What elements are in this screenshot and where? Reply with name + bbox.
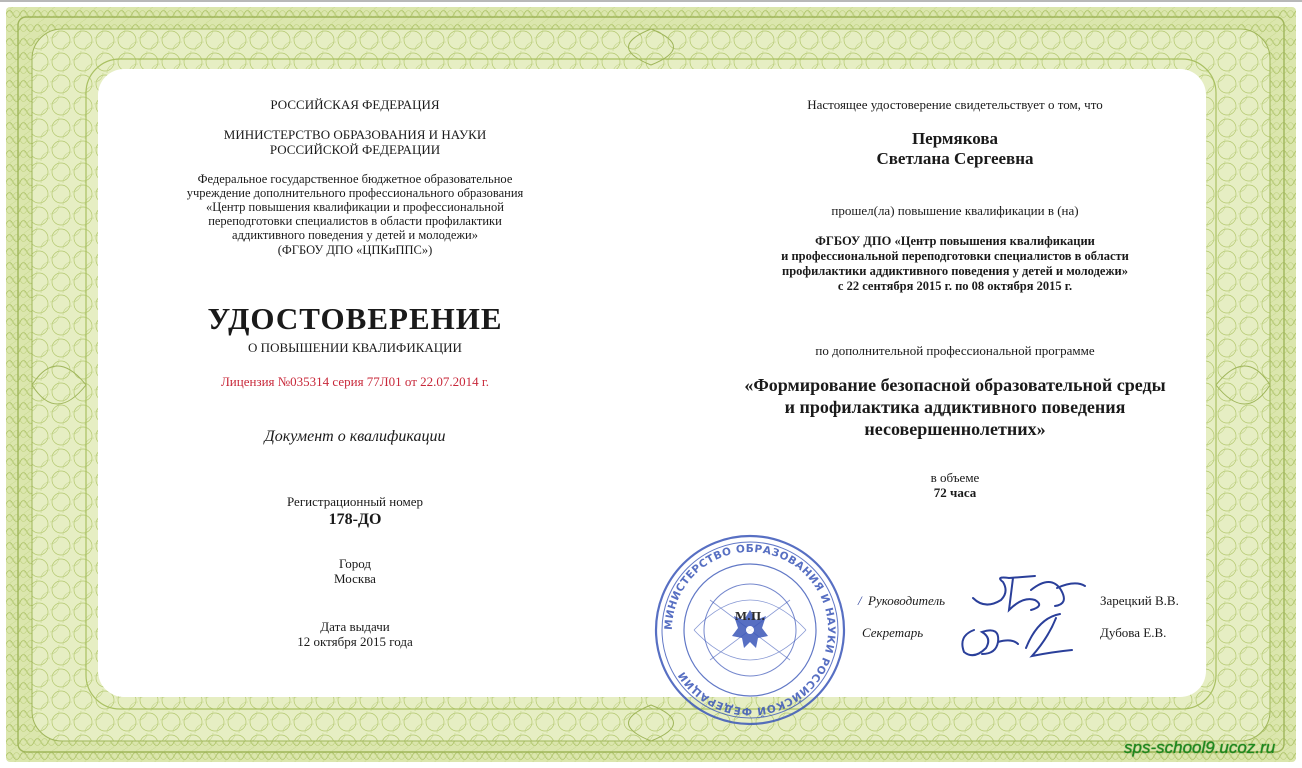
- program-label: по дополнительной профессиональной программе: [815, 343, 1095, 358]
- ministry-line-2: РОССИЙСКОЙ ФЕДЕРАЦИИ: [269, 142, 441, 157]
- volume-value: 72 часа: [933, 485, 977, 500]
- institution-line-1: ФГБОУ ДПО «Центр повышения квалификации: [815, 234, 1095, 248]
- secretary-label: Секретарь: [862, 625, 924, 640]
- ministry-line-1: МИНИСТЕРСТВО ОБРАЗОВАНИЯ И НАУКИ: [223, 127, 487, 142]
- top-rule: [0, 0, 1302, 2]
- program-line-1: «Формирование безопасной образовательной среды: [744, 375, 1166, 395]
- org-line-2: учреждение дополнительного профессионального образования: [186, 186, 524, 200]
- watermark: sps-school9.ucoz.ru: [1124, 738, 1276, 757]
- reg-number-label: Регистрационный номер: [287, 494, 423, 509]
- document-type: Документ о квалификации: [264, 428, 446, 445]
- org-line-6: (ФГБОУ ДПО «ЦПКиППС»): [277, 243, 433, 257]
- city-value: Москва: [334, 571, 376, 586]
- org-line-3: «Центр повышения квалификации и профессиональной: [206, 200, 504, 214]
- issue-date-label: Дата выдачи: [320, 619, 390, 634]
- org-line-1: Федеральное государственное бюджетное образовательное: [197, 172, 513, 186]
- surname: Пермякова: [911, 129, 999, 148]
- secretary-name: Дубова Е.В.: [1100, 625, 1167, 640]
- org-line-4: переподготовки специалистов в области профилактики: [208, 214, 502, 228]
- volume-label: в объеме: [930, 470, 980, 485]
- head-name: Зарецкий В.В.: [1100, 593, 1179, 608]
- reg-number: 178-ДО: [328, 511, 382, 528]
- document-title: УДОСТОВЕРЕНИЕ: [207, 301, 503, 336]
- institution-line-3: профилактики аддиктивного поведения у детей и молодежи»: [782, 264, 1128, 278]
- issue-date: 12 октября 2015 года: [297, 634, 413, 649]
- license-line: Лицензия №035314 серия 77Л01 от 22.07.2014 г.: [220, 374, 489, 389]
- secretary-signature: [952, 608, 1082, 663]
- program-line-3: несовершеннолетних»: [864, 419, 1046, 439]
- seal-ring-text: МИНИСТЕРСТВО ОБРАЗОВАНИЯ И НАУКИ РОССИЙСКОЙ ФЕДЕРАЦИИ: [662, 542, 838, 718]
- program-line-2: и профилактика аддиктивного поведения: [784, 397, 1126, 417]
- intro-line: Настоящее удостоверение свидетельствует о том, что: [807, 97, 1103, 112]
- seal-mark: М.П.: [734, 610, 766, 623]
- head-slash: /: [858, 593, 862, 608]
- country-line: РОССИЙСКАЯ ФЕДЕРАЦИЯ: [270, 97, 440, 112]
- head-label: Руководитель: [868, 593, 946, 608]
- official-seal: [650, 530, 850, 730]
- course-period: с 22 сентября 2015 г. по 08 октября 2015 г.: [837, 279, 1073, 293]
- document-subtitle: О ПОВЫШЕНИИ КВАЛИФИКАЦИИ: [248, 340, 462, 355]
- given-names: Светлана Сергеевна: [876, 149, 1034, 168]
- org-line-5: аддиктивного поведения у детей и молодежи»: [232, 228, 478, 242]
- institution-line-2: и профессиональной переподготовки специалистов в области: [781, 249, 1129, 263]
- passed-line: прошел(ла) повышение квалификации в (на): [831, 203, 1079, 218]
- city-label: Город: [338, 556, 372, 571]
